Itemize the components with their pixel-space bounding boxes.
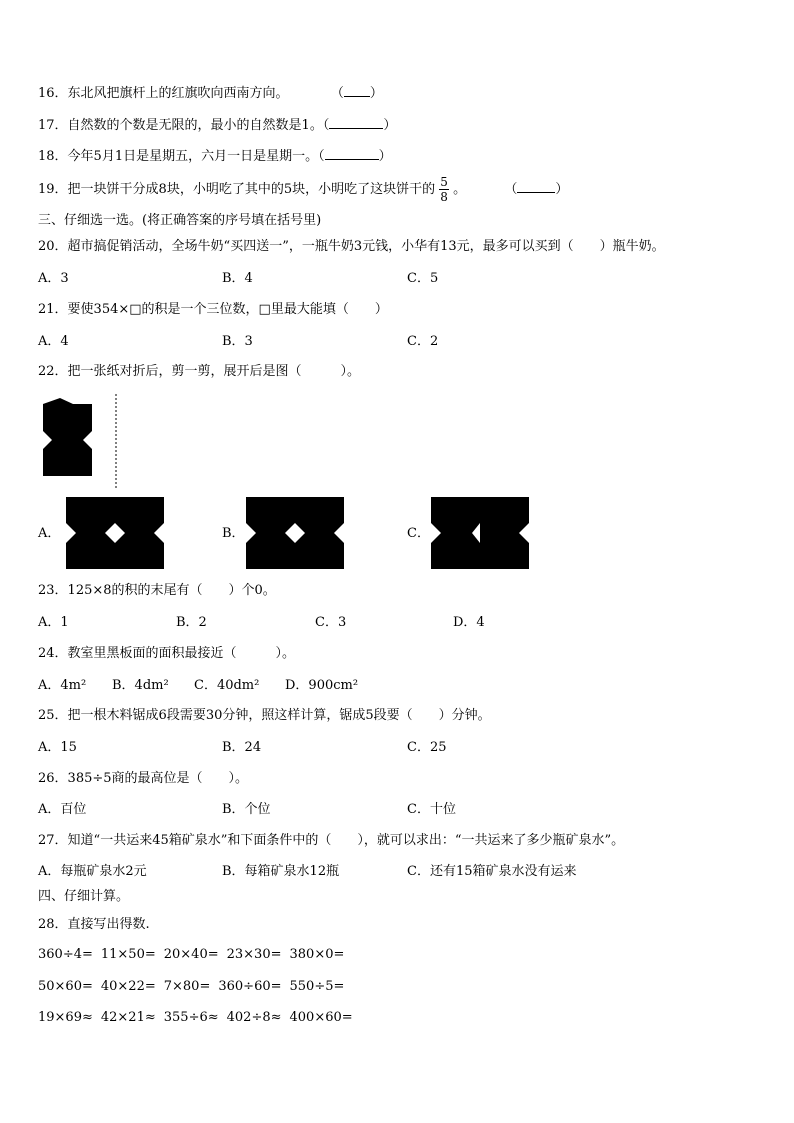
q23-option-d[interactable]: D．4 [453,615,485,630]
q25-option-a[interactable]: A．15 [38,740,77,755]
answer-blank-19[interactable] [517,180,555,193]
q25-option-b[interactable]: B．24 [222,740,262,755]
question-25: 25．把一根木料锯成6段需要30分钟，照这样计算，锯成5段要（ ）分钟。 [38,708,491,723]
question-19: 19．把一块饼干分成8块，小明吃了其中的5块，小明吃了这块饼干的 $\frac{5}{8}$ 。 （ ） [38,175,569,204]
calc-item[interactable]: 23×30= [226,947,282,962]
q20-option-a[interactable]: A．3 [38,271,69,286]
section-3-heading: 三、仔细选一选。(将正确答案的序号填在括号里) [38,213,322,228]
fraction-five-eighths: $\frac{5}{8}$ [440,175,448,204]
q26-option-a[interactable]: A．百位 [38,802,87,817]
q20-option-c[interactable]: C．5 [407,271,439,286]
question-18: 18．今年5月1日是星期五，六月一日是星期一。（ ） [38,149,392,164]
calc-item[interactable]: 20×40= [163,947,219,962]
question-26: 26．385÷5商的最高位是（ ）。 [38,771,249,786]
q23-option-c[interactable]: C．3 [315,615,347,630]
answer-blank-18[interactable] [325,147,379,160]
q27-option-a[interactable]: A．每瓶矿泉水2元 [38,864,147,879]
q27-option-c[interactable]: C．还有15箱矿泉水没有运来 [407,864,577,879]
q21-option-a[interactable]: A．4 [38,334,69,349]
q25-option-c[interactable]: C．25 [407,740,447,755]
calc-item[interactable]: 360÷4= [38,947,93,962]
calc-item[interactable]: 50×60= [38,979,93,994]
question-18-text: 18．今年5月1日是星期五，六月一日是星期一。（ [38,149,325,164]
question-23: 23．125×8的积的末尾有（ ）个0。 [38,583,276,598]
calc-row-1 [38,947,352,962]
question-16: 16．东北风把旗杆上的红旗吹向西南方向。 （ ） [38,86,383,101]
q22-option-a[interactable]: A． [38,526,61,541]
q21-option-b[interactable]: B．3 [222,334,253,349]
answer-blank-17[interactable] [329,116,383,129]
question-17-text: 17．自然数的个数是无限的，最小的自然数是1。（ [38,118,330,133]
q21-option-c[interactable]: C．2 [407,334,439,349]
question-17: 17．自然数的个数是无限的，最小的自然数是1。（ ） [38,118,397,133]
question-22: 22．把一张纸对折后，剪一剪，展开后是图（ ）。 [38,364,361,379]
q20-option-b[interactable]: B．4 [222,271,253,286]
question-24: 24．教室里黑板面的面积最接近（ ）。 [38,646,296,661]
calc-item[interactable]: 360÷60= [218,979,282,994]
option-b-figure[interactable] [246,497,344,569]
calc-item[interactable]: 355÷6≈ [163,1010,219,1025]
option-c-figure[interactable] [431,497,529,569]
q22-option-b[interactable]: B． [222,526,245,541]
q23-option-a[interactable]: A．1 [38,615,69,630]
q23-option-b[interactable]: B．2 [176,615,207,630]
q27-option-b[interactable]: B．每箱矿泉水12瓶 [222,864,340,879]
calc-item[interactable]: 400×60= [289,1010,353,1025]
option-a-figure[interactable] [66,497,164,569]
calc-item[interactable]: 550÷5= [289,979,345,994]
folded-paper-shape [43,398,92,476]
calc-item[interactable]: 11×50= [100,947,156,962]
calc-item[interactable]: 42×21≈ [100,1010,156,1025]
question-19-text: 19．把一块饼干分成8块，小明吃了其中的5块，小明吃了这块饼干的 [38,182,436,197]
question-16-text: 16．东北风把旗杆上的红旗吹向西南方向。 [38,86,289,101]
q22-option-c[interactable]: C． [407,526,430,541]
calc-row-3 [38,1010,361,1025]
section-4-heading: 四、仔细计算。 [38,889,130,904]
folded-paper-figure [40,392,124,490]
calc-item[interactable]: 380×0= [289,947,345,962]
calc-item[interactable]: 40×22= [100,979,156,994]
calc-item[interactable]: 19×69≈ [38,1010,93,1025]
question-21: 21．要使354×□的积是一个三位数，□里最大能填（ ） [38,302,388,317]
q24-option-b[interactable]: B．4dm² [112,678,169,693]
question-27: 27．知道“一共运来45箱矿泉水”和下面条件中的（ ），就可以求出：“一共运来了多少瓶矿泉水”。 [38,833,625,848]
question-20: 20．超市搞促销活动，全场牛奶“买四送一”，一瓶牛奶3元钱，小华有13元，最多可以买到（ ）瓶牛奶。 [38,239,665,254]
question-28: 28．直接写出得数. [38,917,150,932]
calc-item[interactable]: 7×80= [163,979,211,994]
answer-blank-16[interactable] [344,84,370,97]
q24-option-d[interactable]: D．900cm² [285,678,359,693]
q24-option-a[interactable]: A．4m² [38,678,87,693]
q26-option-c[interactable]: C．十位 [407,802,456,817]
calc-row-2 [38,979,352,994]
q26-option-b[interactable]: B．个位 [222,802,271,817]
calc-item[interactable]: 402÷8≈ [226,1010,282,1025]
q24-option-c[interactable]: C．40dm² [194,678,260,693]
